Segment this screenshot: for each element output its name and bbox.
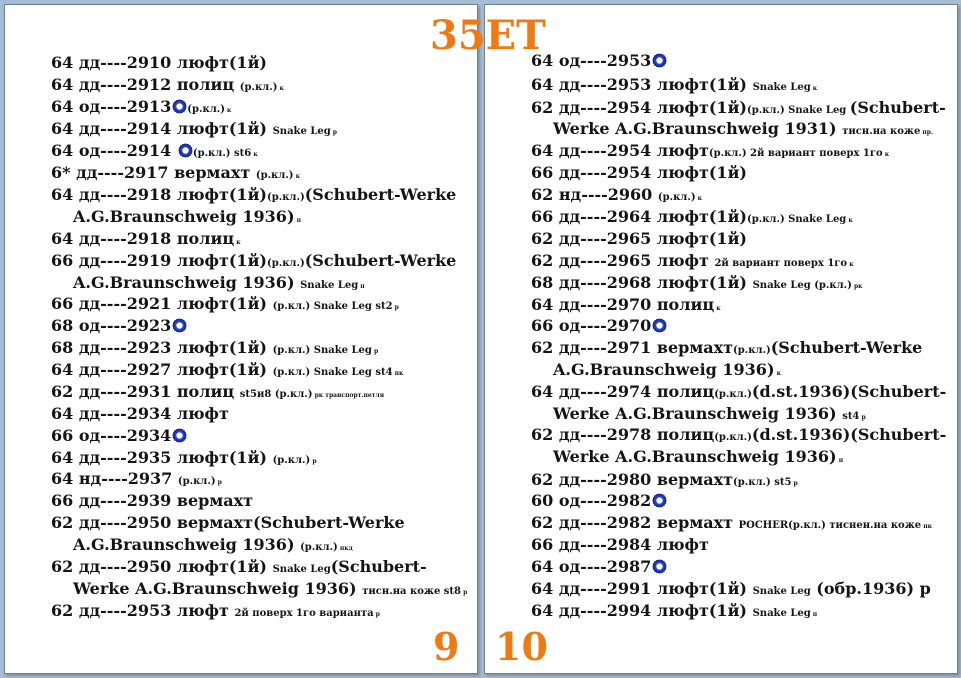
right-line	[531, 251, 854, 275]
line-segment: (р.кл.)	[239, 82, 278, 93]
right-line	[531, 207, 853, 231]
line-segment: (р.кл.)	[300, 542, 338, 553]
line-segment: 64 од----2953	[531, 51, 652, 70]
line-segment: 66 дд----2964 люфт(1й)	[531, 207, 747, 226]
line-segment: пр.	[920, 129, 934, 136]
line-segment: 68 дд----2968 люфт(1й)	[531, 273, 753, 292]
line-segment: st4	[842, 411, 860, 422]
line-segment: Werke A.G.Braunschweig 1936)	[553, 404, 843, 423]
line-segment: A.G.Braunschweig 1936)	[73, 535, 301, 554]
line-segment: к	[224, 107, 232, 114]
line-segment: 62 дд----2978 полиц	[531, 425, 715, 444]
left-line	[51, 97, 231, 121]
line-segment: к	[810, 85, 818, 92]
line-segment: Snake Leg	[272, 564, 331, 575]
left-line	[51, 338, 378, 362]
line-segment: (р.кл.)	[272, 455, 311, 466]
line-segment: р	[461, 589, 468, 596]
left-line	[51, 185, 456, 208]
line-segment: пкд	[337, 545, 353, 552]
line-segment: к	[234, 239, 241, 246]
line-segment: Werke A.G.Braunschweig 1931)	[553, 119, 843, 138]
line-segment: 2й поверх 1го варианта	[234, 608, 374, 619]
line-segment: к	[774, 370, 781, 377]
left-line	[51, 75, 284, 99]
right-line	[531, 491, 667, 511]
line-segment: к	[882, 151, 890, 158]
left-line	[73, 207, 301, 231]
line-segment: 64 дд----2935 люфт(1й)	[51, 448, 273, 467]
blue-emblem-icon	[652, 318, 667, 333]
line-segment: (р.кл.)	[267, 258, 305, 269]
left-page	[4, 4, 478, 674]
line-segment: 62 дд----2965 люфт	[531, 251, 715, 270]
right-line	[531, 141, 889, 165]
right-line	[531, 579, 931, 602]
line-segment: 68 дд----2923 люфт(1й)	[51, 338, 273, 357]
line-segment: 62 дд----2950 вермахт(Schubert-Werke	[51, 513, 405, 532]
line-segment: (р.кл.) st5	[733, 477, 792, 488]
line-segment: (обр.1936) р	[810, 579, 931, 598]
line-segment: (р.кл.) 2й вариант поверх 1го	[708, 148, 883, 159]
right-line	[553, 119, 933, 143]
left-line	[51, 557, 427, 580]
right-line	[553, 360, 781, 384]
line-segment: Snake Leg	[752, 82, 811, 93]
line-segment: к	[251, 151, 258, 158]
right-line	[531, 513, 932, 537]
line-segment: 62 дд----2950 люфт(1й)	[51, 557, 273, 576]
line-segment: (р.кл.) Snake Leg	[272, 345, 372, 356]
line-segment: (р.кл.) Snake Leg st2	[272, 301, 393, 312]
left-line	[51, 469, 222, 493]
line-segment: 66 дд----2984 люфт	[531, 535, 709, 554]
line-segment: 66 дд----2939 вермахт	[51, 491, 254, 510]
right-page	[484, 4, 958, 674]
line-segment: 64 дд----2970 полиц	[531, 295, 715, 314]
line-segment: р	[373, 611, 380, 618]
right-line	[531, 273, 863, 297]
line-segment: (р.кл.)	[255, 170, 294, 181]
line-segment: р	[215, 479, 222, 486]
line-segment: рк транспорт.петля	[312, 392, 385, 399]
line-segment: (d.st.1936)(Schubert-	[751, 425, 947, 444]
line-segment: (р.кл.)	[714, 432, 752, 443]
line-segment: 66 дд----2954 люфт(1й)	[531, 163, 747, 182]
line-segment: рк	[851, 283, 863, 290]
right-line	[531, 316, 667, 336]
line-segment: р	[371, 348, 379, 355]
line-segment: (Schubert-Werke	[304, 251, 457, 270]
line-segment: 64 дд----2914 люфт(1й)	[51, 119, 273, 138]
line-segment: 66 од----2934	[51, 426, 172, 445]
line-segment: 62 дд----2971 вермахт	[531, 338, 734, 357]
left-line	[51, 251, 456, 274]
line-segment: Snake Leg	[752, 586, 811, 597]
left-line	[51, 163, 300, 187]
line-segment: (Schubert-	[330, 557, 427, 576]
line-segment: п	[836, 457, 844, 464]
page-number-left: 9	[433, 624, 460, 669]
left-line	[51, 119, 337, 143]
line-segment: (р.кл.)	[187, 104, 225, 115]
line-segment: 62 дд----2980 вермахт	[531, 470, 734, 489]
blue-emblem-icon	[652, 53, 667, 68]
line-segment: (Schubert-Werke	[770, 338, 923, 357]
left-line	[51, 141, 258, 165]
line-segment: 62 дд----2953 люфт	[51, 601, 235, 620]
line-segment: 64 дд----2994 люфт(1й)	[531, 601, 753, 620]
line-segment: 64 од----2914	[51, 141, 177, 160]
left-line	[51, 294, 399, 318]
line-segment: (р.кл.)	[177, 476, 216, 487]
blue-emblem-icon	[172, 318, 187, 333]
line-segment: (р.кл.) Snake Leg st4	[272, 367, 393, 378]
line-segment: к	[277, 85, 284, 92]
line-segment: 64 нд----2937	[51, 469, 178, 488]
line-segment: р	[392, 304, 399, 311]
line-segment: A.G.Braunschweig 1936)	[73, 207, 295, 226]
left-line	[51, 316, 187, 336]
right-line	[531, 601, 817, 625]
left-line	[51, 382, 384, 406]
right-line	[531, 229, 747, 249]
left-line	[51, 601, 380, 625]
line-segment: к	[293, 173, 300, 180]
blue-emblem-icon	[652, 493, 667, 508]
line-segment: р	[791, 480, 798, 487]
line-segment: 66 дд----2919 люфт(1й)	[51, 251, 267, 270]
line-segment: тисн.на коже	[842, 126, 921, 137]
line-segment: Snake Leg	[272, 126, 331, 137]
blue-emblem-icon	[172, 428, 187, 443]
left-line	[51, 513, 405, 533]
line-segment: р	[330, 129, 338, 136]
left-line	[51, 360, 403, 384]
line-segment: пк	[392, 370, 404, 377]
line-segment: 64 од----2913	[51, 97, 172, 116]
right-line	[531, 75, 817, 99]
line-segment: 64 дд----2910 люфт(1й)	[51, 53, 267, 72]
blue-emblem-icon	[172, 99, 187, 114]
blue-emblem-icon	[178, 143, 193, 158]
right-line	[531, 425, 946, 448]
left-line	[51, 404, 229, 424]
line-segment: 6* дд----2917 вермахт	[51, 163, 256, 182]
line-segment: (р.кл.) Snake Leg	[747, 214, 847, 225]
line-segment: (р.кл.)	[657, 192, 696, 203]
right-line	[553, 447, 843, 471]
line-segment: (Schubert-	[849, 98, 946, 117]
left-line	[51, 53, 267, 73]
right-line	[531, 185, 702, 209]
left-line	[51, 426, 187, 446]
right-line	[531, 382, 946, 405]
line-segment: (Schubert-Werke	[304, 185, 457, 204]
header-title: 35ЕТ	[430, 12, 546, 59]
line-segment: к	[847, 261, 854, 268]
line-segment: (р.кл.) st6	[192, 148, 252, 159]
left-line	[73, 579, 467, 603]
left-line	[73, 535, 353, 559]
line-segment: Werke A.G.Braunschweig 1936)	[553, 447, 837, 466]
line-segment: Snake Leg	[752, 608, 811, 619]
line-segment: к	[695, 195, 702, 202]
line-segment: Werke A.G.Braunschweig 1936)	[73, 579, 363, 598]
right-line	[531, 51, 667, 71]
line-segment: st5и8 (р.кл.)	[239, 389, 313, 400]
blue-emblem-icon	[652, 559, 667, 574]
line-segment: 64 од----2987	[531, 557, 652, 576]
line-segment: р	[310, 458, 317, 465]
line-segment: п	[358, 283, 365, 290]
line-segment: к	[714, 305, 721, 312]
line-segment: 66 од----2970	[531, 316, 652, 335]
line-segment: 64 дд----2912 полиц	[51, 75, 240, 94]
right-line	[531, 557, 667, 577]
line-segment: (р.кл.) Snake Leg	[747, 105, 850, 116]
line-segment: тисн.на коже st8	[362, 586, 462, 597]
line-segment: POCHER(р.кл.) тиснен.на коже	[738, 520, 922, 531]
line-segment: 68 од----2923	[51, 316, 172, 335]
line-segment: п	[294, 217, 301, 224]
right-line	[531, 338, 922, 361]
line-segment: 64 дд----2918 люфт(1й)	[51, 185, 267, 204]
line-segment: 64 дд----2954 люфт	[531, 141, 709, 160]
line-segment: (р.кл.)	[714, 389, 752, 400]
line-segment: 2й вариант поверх 1го	[714, 258, 848, 269]
line-segment: 62 дд----2965 люфт(1й)	[531, 229, 747, 248]
line-segment: A.G.Braunschweig 1936)	[73, 273, 301, 292]
line-segment: р	[859, 414, 866, 421]
left-line	[51, 491, 253, 511]
line-segment: 64 дд----2953 люфт(1й)	[531, 75, 753, 94]
line-segment: 64 дд----2974 полиц	[531, 382, 715, 401]
right-line	[531, 535, 709, 555]
line-segment: 66 дд----2921 люфт(1й)	[51, 294, 273, 313]
right-line	[531, 163, 747, 183]
line-segment: 62 дд----2931 полиц	[51, 382, 240, 401]
line-segment: 62 нд----2960	[531, 185, 658, 204]
line-segment: пк	[921, 523, 932, 530]
line-segment: 64 дд----2991 люфт(1й)	[531, 579, 753, 598]
line-segment: Snake Leg (р.кл.)	[752, 280, 852, 291]
line-segment: 62 дд----2954 люфт(1й)	[531, 98, 747, 117]
line-segment: 62 дд----2982 вермахт	[531, 513, 739, 532]
page-number-right: 10	[495, 624, 548, 669]
line-segment: 64 дд----2927 люфт(1й)	[51, 360, 273, 379]
line-segment: (р.кл.)	[733, 345, 771, 356]
line-segment: Snake Leg	[300, 280, 359, 291]
right-line	[531, 98, 946, 121]
line-segment: 64 дд----2918 полиц	[51, 229, 235, 248]
line-segment: п	[810, 611, 818, 618]
line-segment: 64 дд----2934 люфт	[51, 404, 229, 423]
line-segment: (d.st.1936)(Schubert-	[751, 382, 947, 401]
line-segment: 60 од----2982	[531, 491, 652, 510]
line-segment: к	[846, 217, 853, 224]
left-line	[51, 229, 241, 253]
line-segment: (р.кл.)	[267, 192, 305, 203]
line-segment: A.G.Braunschweig 1936)	[553, 360, 775, 379]
